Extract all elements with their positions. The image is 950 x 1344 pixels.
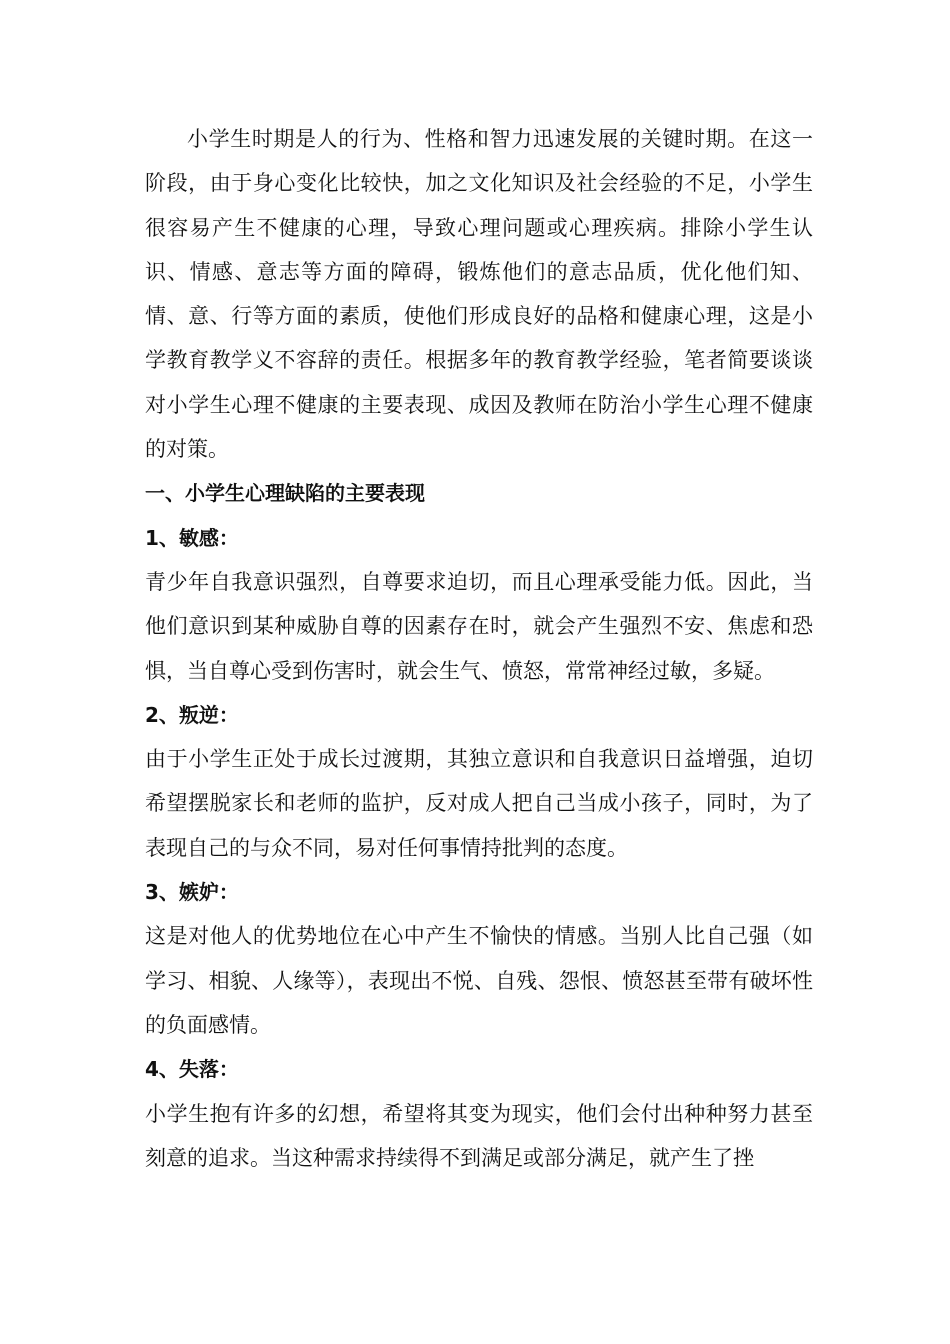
item-text-loss: 小学生抱有许多的幻想，希望将其变为现实，他们会付出种种努力甚至刻意的追求。当这种需求持续得不到满足或部分满足，就产生了挫	[145, 1101, 813, 1170]
intro-paragraph: 小学生时期是人的行为、性格和智力迅速发展的关键时期。在这一阶段，由于身心变化比较快，加之文化知识及社会经验的不足，小学生很容易产生不健康的心理，导致心理问题或心理疾病。排除小学生认识、情感、意志等方面的障碍，锻炼他们的意志品质，优化他们知、情、意、行等方面的素质，使他们形成良好的品格和健康心理，这是小学教育教学义不容辞的责任。根据多年的教育教学经验，笔者简要谈谈对小学生心理不健康的主要表现、成因及教师在防治小学生心理不健康的对策。	[145, 127, 813, 462]
item-text-jealousy: 这是对他人的优势地位在心中产生不愉快的情感。当别人比自己强（如学习、相貌、人缘等），表现出不悦、自残、怨恨、愤怒甚至带有破坏性的负面感情。	[145, 924, 813, 1037]
item-heading-rebellious: 2、叛逆：	[145, 702, 239, 727]
item-heading-jealousy: 3、嫉妒：	[145, 880, 239, 905]
section-title: 一、小学生心理缺陷的主要表现	[145, 481, 425, 506]
document-page	[145, 117, 813, 1180]
item-text-rebellious: 由于小学生正处于成长过渡期，其独立意识和自我意识日益增强，迫切希望摆脱家长和老师的监护，反对成人把自己当成小孩子，同时，为了表现自己的与众不同，易对任何事情持批判的态度。	[145, 747, 813, 860]
item-text-sensitive: 青少年自我意识强烈，自尊要求迫切，而且心理承受能力低。因此，当他们意识到某种威胁自尊的因素存在时，就会产生强烈不安、焦虑和恐惧，当自尊心受到伤害时，就会生气、愤怒，常常神经过敏，多疑。	[145, 569, 813, 683]
item-heading-sensitive: 1、敏感：	[145, 525, 239, 550]
item-heading-loss: 4、失落：	[145, 1057, 239, 1082]
